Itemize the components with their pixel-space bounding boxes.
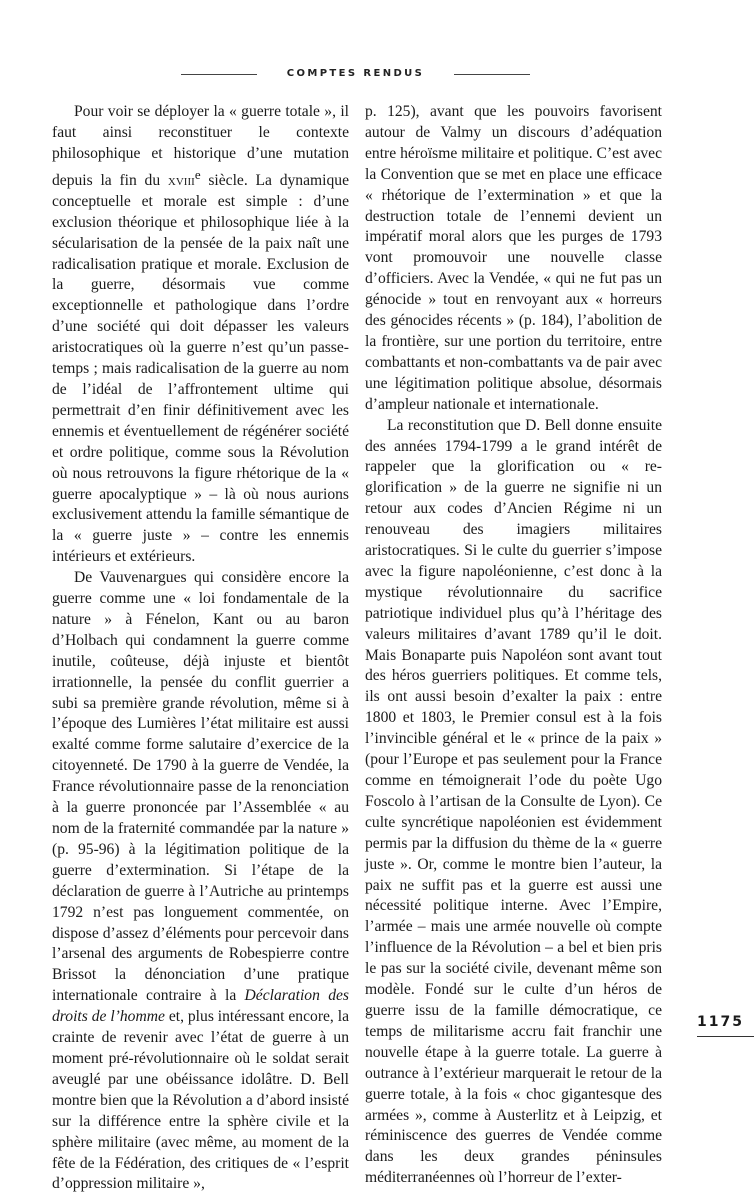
text-run: De Vauvenargues qui considère encore la guerre comme une « loi fondamentale de la nature » à Fénelon, Kant ou au baron d’Holbach qui condamnent la guerre comme inutile, coûteuse, déjà injuste et bientôt irrationnelle, la pensée du conflit guerrier a subi sa première grande révolution, même si à l’époque des Lumières l’état militaire est aussi exalté comme forme salutaire d’exercice de la citoyenneté. De 1790 à la guerre de Vendée, la France révolutionnaire passe de la renonciation à la guerre prononcée par l’Assemblée « au nom de la fraternité commandée par la nature » (p. 95-96) à la légitimation politique de la guerre d’extermination. Si l’étape de la déclaration de guerre à l’Autriche au printemps 1792 n’est pas longuement commentée, on dispose d’assez d’éléments pour percevoir dans l’arsenal des arguments de Robespierre contre Brissot la dénonciation d’une pratique internationale contraire à la [52,569,349,1005]
right-column [365,102,662,1189]
page-number-rule [697,1036,754,1037]
running-header-title: COMPTES RENDUS [286,68,425,79]
italic-title: Déclaration des droits de l’homme [52,987,349,1026]
superscript: e [194,166,201,182]
header-rule-left [181,74,257,75]
paragraph [52,568,349,1195]
text-run: Pour voir se déployer la « guerre totale », il faut ainsi reconstituer le contexte philosophique et historique d’une mutation depuis la fin du [52,103,349,189]
century-numeral: xviii [167,171,195,189]
text-run: et, plus intéressant encore, la crainte de revenir avec l’état de guerre à un moment pré-révolutionnaire où le soldat serait aveuglé par une obéissance idolâtre. D. Bell montre bien que la Révolution a d’abord insisté sur la différence entre la sphère civile et la sphère militaire (avec même, au moment de la fête de la Fédération, des critiques de « l’esprit d’oppression militaire », [52,1008,349,1193]
paragraph-continuation: p. 125), avant que les pouvoirs favorisent autour de Valmy un discours d’adéquation entre héroïsme militaire et politique. C’est avec la Convention que se met en place une efficace « rhétorique de l’extermination » et que la destruction totale de l’ennemi devient un impératif moral alors que les purges de 1793 vont promouvoir une nouvelle classe d’officiers. Avec la Vendée, « qui ne fut pas un génocide » tout en renvoyant aux « horreurs des génocides récents » (p. 184), l’abolition de la frontière, sur une portion du territoire, entre combattants et non-combattants va de pair avec une légitimation politique absolue, désormais d’ampleur nationale et internationale. [365,103,662,413]
header-rule-right [454,74,530,75]
text-run: siècle. La dynamique conceptuelle et morale est simple : d’une exclusion théorique et philosophique liée à la sécularisation de la pensée de la paix naît une radicalisation pratique et morale. Exclusion de la guerre, désormais vue comme exceptionnelle et pathologique dans l’ordre d’une société qui doit dépasser les valeurs aristocratiques où la guerre n’est qu’un passe-temps ; mais radicalisation de la guerre au nom de l’idéal de l’affrontement ultime qui permettrait d’en finir définitivement avec les ennemis et éventuellement de régénérer société et ordre politique, comme sous la Révolution où nous retrouvons la figure rhétorique de la « guerre apocalyptique » – là où nous aurions exclusivement attendu la famille sémantique de la « guerre juste » – contre les ennemis intérieurs et extérieurs. [52,171,349,566]
running-header [0,66,754,82]
paragraph [52,102,349,568]
paragraph: La reconstitution que D. Bell donne ensuite des années 1794-1799 a le grand intérêt de rappeler que la glorification ou « re-glorification » de la guerre ne signifie ni un retour aux codes d’Ancien Régime ni un renouveau des imagiers militaires aristocratiques. Si le culte du guerrier s’impose avec la figure napoléonienne, c’est donc à la mystique révolutionnaire du sacrifice patriotique individuel plus qu’à l’héritage des valeurs militaires d’avant 1789 qu’il le doit. Mais Bonaparte puis Napoléon sont avant tout des héros guerriers politiques. Et comme tels, ils ont aussi besoin d’exalter la paix : entre 1800 et 1803, le Premier consul est à la fois l’invincible général et le « prince de la paix » (pour l’Europe et pas seulement pour la France comme en témoignerait l’ode du poète Ugo Foscolo à l’artisan de la Consulte de Lyon). Ce culte syncrétique napoléonien est évidemment permis par la diffusion du thème de la « guerre juste ». Or, comme le montre bien l’auteur, la paix ne suffit pas et la guerre est aussi une nécessité politique interne. Avec l’Empire, l’armée – mais une armée nouvelle où compte l’influence de la Révolution – a bel et bien pris le pas sur la société civile, devenant même son modèle. Fondé sur le culte d’un héros de guerre issu de la famille démocratique, ce temps de militarisme accru fait franchir une nouvelle étape à la guerre totale. La guerre à outrance à l’extérieur marquerait le retour de la guerre totale, à la fois « choc gigantesque des armées », comme à Austerlitz et à Leipzig, et réminiscence des guerres de Vendée comme dans les deux grandes péninsules méditerranéennes où l’horreur de l’exter- [365,416,662,1187]
left-column [52,102,349,1195]
page-number: 1175 [697,1014,744,1030]
